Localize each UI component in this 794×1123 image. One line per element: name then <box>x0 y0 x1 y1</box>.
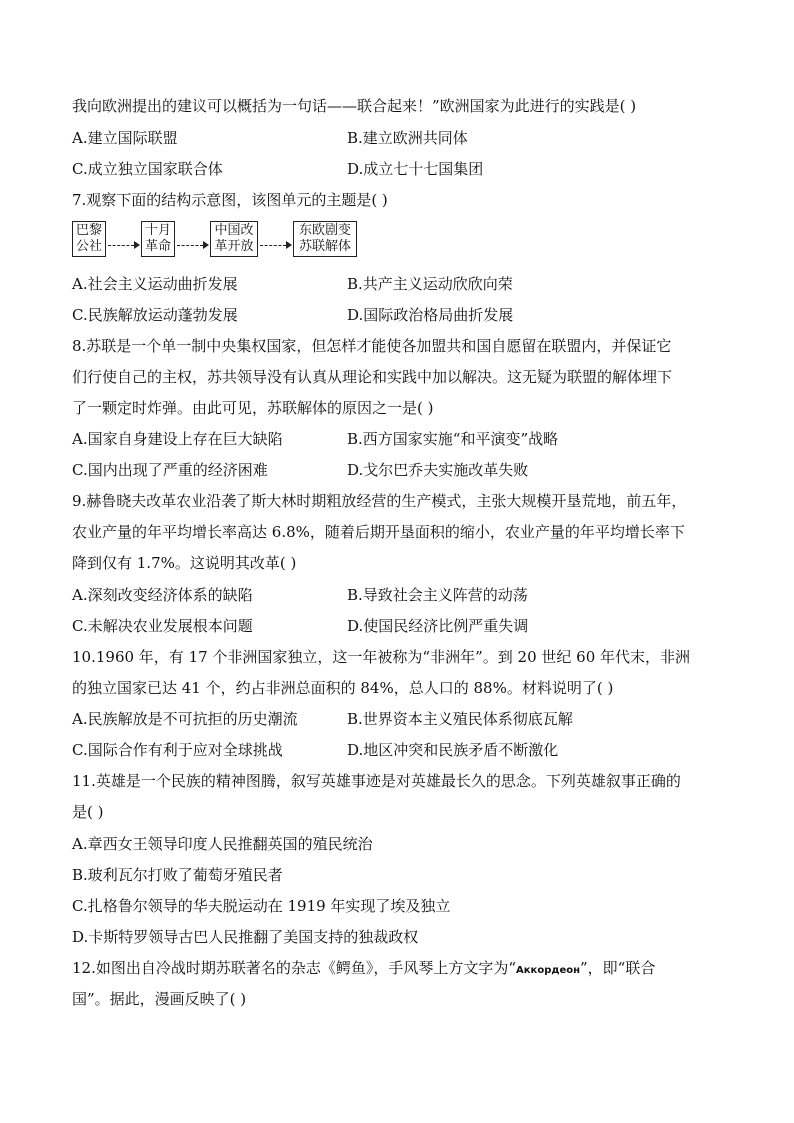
q7-option-c[interactable]: C.民族解放运动蓬勃发展 <box>72 306 238 324</box>
q9-option-a[interactable]: A.深刻改变经济体系的缺陷 <box>72 586 253 604</box>
q10-option-c[interactable]: C.国际合作有利于应对全球挑战 <box>72 741 283 759</box>
q9-stem-line2: 农业产量的年平均增长率高达 6.8%，随着后期开垦面积的缩小，农业产量的年平均增长率下 <box>72 523 685 541</box>
q7-option-d[interactable]: D.国际政治格局曲折发展 <box>347 306 514 324</box>
q8-option-d[interactable]: D.戈尔巴乔夫实施改革失败 <box>347 461 529 479</box>
q11-stem-line2: 是( ) <box>72 803 104 821</box>
q11-stem-line1: 11.英雄是一个民族的精神图腾，叙写英雄事迹是对英雄最长久的思念。下列英雄叙事正确的 <box>72 772 681 790</box>
diagram-box-october-revolution: 十月 革命 <box>141 221 175 257</box>
arrow-1 <box>108 245 134 246</box>
arrow-2 <box>177 245 203 246</box>
q11-option-d[interactable]: D.卡斯特罗领导古巴人民推翻了美国支持的独裁政权 <box>72 928 419 946</box>
q9-option-b[interactable]: B.导致社会主义阵营的动荡 <box>347 586 528 604</box>
q12-text-post: ”，即“联合 <box>580 959 656 977</box>
q9-stem-line1: 9.赫鲁晓夫改革农业沿袭了斯大林时期粗放经营的生产模式，主张大规模开垦荒地，前五年， <box>72 492 687 510</box>
diagram-box-soviet-collapse: 东欧剧变 苏联解体 <box>293 221 357 257</box>
q11-option-a[interactable]: A.章西女王领导印度人民推翻英国的殖民统治 <box>72 835 373 853</box>
arrow-3 <box>260 245 286 246</box>
q12-stem-line1 <box>72 958 655 981</box>
q8-option-b[interactable]: B.西方国家实施“和平演变”战略 <box>347 430 559 448</box>
q10-option-a[interactable]: A.民族解放是不可抗拒的历史潮流 <box>72 710 298 728</box>
q12-text-pre: 12.如图出自冷战时期苏联著名的杂志《鳄鱼》，手风琴上方文字为“ <box>72 959 517 977</box>
q6-stem: 我向欧洲提出的建议可以概括为一句话——联合起来！”欧洲国家为此进行的实践是( ) <box>72 97 637 115</box>
q9-option-c[interactable]: C.未解决农业发展根本问题 <box>72 617 253 635</box>
q10-stem-line1: 10.1960 年，有 17 个非洲国家独立，这一年被称为“非洲年”。到 20 世纪 60 年代末，非洲 <box>72 648 691 666</box>
arrowhead-3 <box>286 241 292 249</box>
q6-option-a[interactable]: A.建立国际联盟 <box>72 129 178 147</box>
arrowhead-2 <box>203 241 209 249</box>
diagram-box-paris-commune: 巴黎 公社 <box>72 221 106 257</box>
q8-option-a[interactable]: A.国家自身建设上存在巨大缺陷 <box>72 430 283 448</box>
q6-option-b[interactable]: B.建立欧洲共同体 <box>347 129 468 147</box>
arrowhead-1 <box>134 241 140 249</box>
q7-option-b[interactable]: B.共产主义运动欣欣向荣 <box>347 275 513 293</box>
q11-option-c[interactable]: C.扎格鲁尔领导的华夫脱运动在 1919 年实现了埃及独立 <box>72 897 451 915</box>
q11-option-b[interactable]: B.玻利瓦尔打败了葡萄牙殖民者 <box>72 866 283 884</box>
q8-stem-line3: 了一颗定时炸弹。由此可见，苏联解体的原因之一是( ) <box>72 399 434 417</box>
q12-accordion-word: Аккордеон <box>516 965 581 976</box>
q6-option-c[interactable]: C.成立独立国家联合体 <box>72 160 223 178</box>
q10-option-b[interactable]: B.世界资本主义殖民体系彻底瓦解 <box>347 710 573 728</box>
q8-stem-line1: 8.苏联是一个单一制中央集权国家，但怎样才能使各加盟共和国自愿留在联盟内，并保证它 <box>72 337 672 355</box>
q8-stem-line2: 们行使自己的主权，苏共领导没有认真从理论和实践中加以解决。这无疑为联盟的解体埋下 <box>72 368 673 386</box>
q6-option-d[interactable]: D.成立七十七国集团 <box>347 160 484 178</box>
q7-option-a[interactable]: A.社会主义运动曲折发展 <box>72 275 238 293</box>
structure-diagram <box>72 221 372 261</box>
q8-option-c[interactable]: C.国内出现了严重的经济困难 <box>72 461 268 479</box>
q10-option-d[interactable]: D.地区冲突和民族矛盾不断激化 <box>347 741 559 759</box>
q12-stem-line2: 国”。据此，漫画反映了( ) <box>72 990 247 1008</box>
q7-stem: 7.观察下面的结构示意图，该图单元的主题是( ) <box>72 191 388 209</box>
q9-stem-line3: 降到仅有 1.7%。这说明其改革( ) <box>72 554 297 572</box>
diagram-box-reform-opening: 中国改 革开放 <box>210 221 258 257</box>
q10-stem-line2: 的独立国家已达 41 个，约占非洲总面积的 84%，总人口的 88%。材料说明了( ) <box>72 679 614 697</box>
q9-option-d[interactable]: D.使国民经济比例严重失调 <box>347 617 529 635</box>
